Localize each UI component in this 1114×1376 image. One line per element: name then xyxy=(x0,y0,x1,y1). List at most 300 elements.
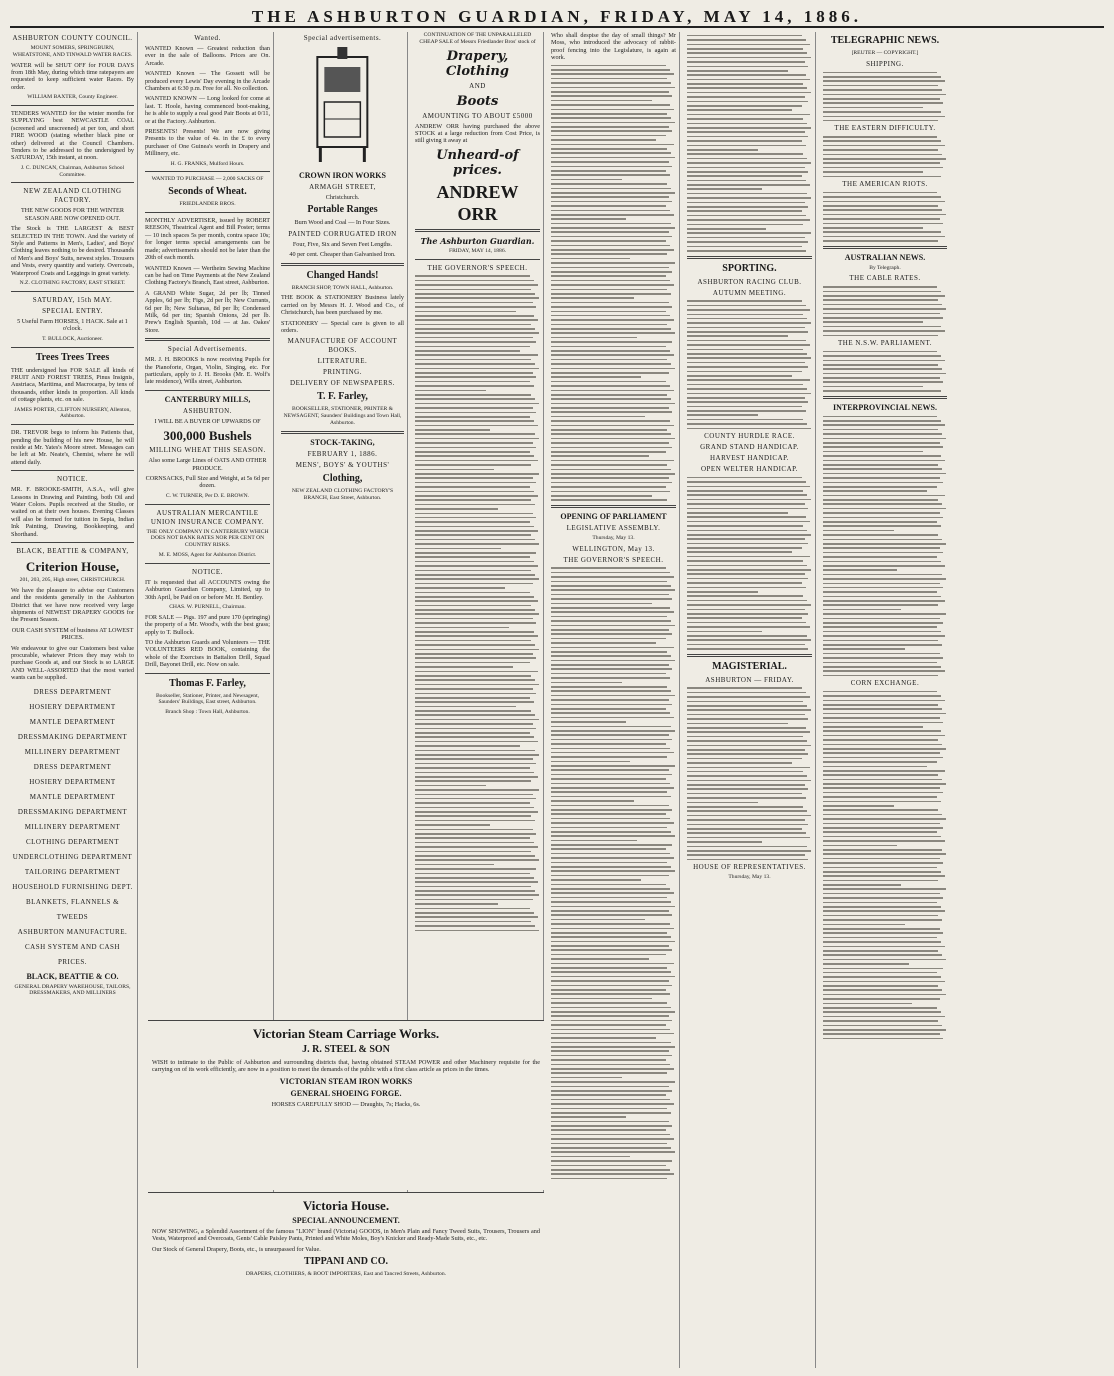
farley-title: Thomas F. Farley, xyxy=(169,677,246,689)
text-line xyxy=(687,327,805,329)
riots-lines xyxy=(823,192,947,242)
text-line xyxy=(415,868,536,870)
grocery-ad: A GRAND White Sugar, 2d per lb; Tinned Apples, 6d per lb; Figs, 2d per lb; New Currants, 6d per lb; New Sultanas, 8d per lb; Condensed Milk, 6d per tin; Spanish Onions, 2d per lb. Prew's English Spanish, 10d — at Jas. Oakes' Store. xyxy=(145,289,270,334)
text-line xyxy=(551,1116,626,1118)
text-line xyxy=(415,706,516,708)
text-line xyxy=(551,844,672,846)
text-line xyxy=(415,829,533,831)
text-line xyxy=(823,495,945,497)
text-line xyxy=(823,994,946,996)
text-line xyxy=(551,1081,675,1083)
text-line xyxy=(823,989,942,991)
text-line xyxy=(415,280,534,282)
text-line xyxy=(687,35,802,37)
text-line xyxy=(551,442,669,444)
text-line xyxy=(551,827,667,829)
text-line xyxy=(551,411,672,413)
text-line xyxy=(823,468,942,470)
printing: PRINTING. xyxy=(323,368,362,377)
text-line xyxy=(551,651,667,653)
text-line xyxy=(823,910,945,912)
text-line xyxy=(551,910,669,912)
text-line xyxy=(415,565,538,567)
text-line xyxy=(823,295,945,297)
text-line xyxy=(687,215,806,217)
text-line xyxy=(823,640,938,642)
text-line xyxy=(687,384,803,386)
presents: PRESENTS! Presents! We are now giving Presents to the value of 4s. in the £ to every purchaser of One Guinea's worth in Drapery and Millinery, etc. xyxy=(145,128,270,158)
text-line xyxy=(823,805,894,807)
text-line xyxy=(687,92,811,94)
literature: LITERATURE. xyxy=(317,357,368,366)
intercolonial-lines xyxy=(823,416,947,677)
clothing-pre: MENS', BOYS' & YOUTHS' xyxy=(295,460,390,469)
text-line xyxy=(415,561,534,563)
text-line xyxy=(551,620,671,622)
text-line xyxy=(687,503,805,505)
orr-body: ANDREW ORR having purchased the above STOCK at a large reduction from Cost Price, is still giving it away at xyxy=(415,122,540,145)
text-line xyxy=(687,123,807,125)
text-line xyxy=(415,728,536,730)
text-line xyxy=(551,686,667,688)
text-line xyxy=(687,48,803,50)
ashburton-manufacture: ASHBURTON MANUFACTURE. xyxy=(17,927,128,936)
iron-sub: Four, Five, Six and Seven Feet Lengths. xyxy=(292,240,393,248)
special-title: Special advertisements. xyxy=(303,34,382,42)
text-line xyxy=(415,723,533,725)
text-line xyxy=(415,596,534,598)
text-line xyxy=(415,315,534,317)
department-item: TAILORING DEPARTMENT xyxy=(24,867,121,876)
changed-sub: BRANCH SHOP, TOWN HALL, Ashburton. xyxy=(291,284,394,291)
text-line xyxy=(687,428,811,430)
nsw-lines xyxy=(823,351,947,392)
text-line xyxy=(823,915,938,917)
text-line xyxy=(687,188,762,190)
changed-title: Changed Hands! xyxy=(306,269,379,281)
text-line xyxy=(687,718,808,720)
text-line xyxy=(415,556,530,558)
welter: OPEN WELTER HANDICAP. xyxy=(700,465,799,474)
text-line xyxy=(551,280,670,282)
text-line xyxy=(551,1108,667,1110)
victoria-house-ad xyxy=(148,1192,544,1368)
text-line xyxy=(551,1007,671,1009)
text-line xyxy=(551,249,674,251)
text-line xyxy=(687,622,806,624)
text-line xyxy=(551,923,670,925)
text-line xyxy=(415,491,534,493)
text-line xyxy=(551,376,641,378)
text-line xyxy=(551,188,671,190)
farley-title-2: T. F. Farley, xyxy=(317,391,368,403)
text-line xyxy=(551,425,674,427)
text-line xyxy=(687,837,810,839)
text-line xyxy=(823,787,940,789)
text-line xyxy=(551,963,674,965)
text-line xyxy=(687,828,802,830)
divider xyxy=(687,256,812,259)
divider xyxy=(415,259,540,260)
text-line xyxy=(823,774,938,776)
text-line xyxy=(687,344,810,346)
text-line xyxy=(687,793,802,795)
text-line xyxy=(415,881,538,883)
text-line xyxy=(551,699,669,701)
divider xyxy=(145,563,270,564)
text-line xyxy=(823,941,941,943)
victorian-ad xyxy=(148,1020,544,1190)
text-line xyxy=(551,306,672,308)
text-line xyxy=(687,114,810,116)
account-books: MANUFACTURE OF ACCOUNT BOOKS. xyxy=(287,337,398,355)
text-line xyxy=(551,901,671,903)
text-line xyxy=(551,223,671,225)
text-line xyxy=(823,928,940,930)
text-line xyxy=(551,809,672,811)
text-line xyxy=(687,423,807,425)
text-line xyxy=(551,148,667,150)
paper-title: The Ashburton Guardian. xyxy=(420,235,535,246)
racing-title: ASHBURTON RACING CLUB. xyxy=(697,277,802,286)
text-line xyxy=(551,491,670,493)
text-line xyxy=(415,794,533,796)
text-line xyxy=(687,105,802,107)
text-line xyxy=(823,976,941,978)
text-line xyxy=(551,734,669,736)
text-line xyxy=(823,906,941,908)
text-line xyxy=(687,832,806,834)
text-line xyxy=(551,433,671,435)
text-line xyxy=(687,481,806,483)
text-line xyxy=(415,328,535,330)
text-line xyxy=(415,429,490,431)
telegraphic-title: TELEGRAPHIC NEWS. xyxy=(830,35,940,46)
shipping: SHIPPING. xyxy=(866,59,904,68)
text-line xyxy=(687,771,803,773)
text-line xyxy=(551,761,630,763)
text-line xyxy=(551,354,674,356)
text-line xyxy=(415,772,534,774)
text-line xyxy=(551,337,637,339)
text-line xyxy=(551,1125,672,1127)
text-line xyxy=(823,381,943,383)
text-line xyxy=(687,406,802,408)
text-line xyxy=(551,603,652,605)
column-1 xyxy=(8,32,138,1368)
farley-branch: Branch Shop : Town Hall, Ashburton. xyxy=(165,709,250,716)
shipping-lines xyxy=(823,72,947,122)
text-line xyxy=(551,857,674,859)
text-line xyxy=(415,890,535,892)
farley-sub-2: BOOKSELLER, STATIONER, PRINTER & NEWSAGENT, Saunders' Buildings and Town Hall, Ashburton. xyxy=(283,406,402,427)
text-line xyxy=(687,714,805,716)
text-line xyxy=(415,521,530,523)
text-line xyxy=(415,311,516,313)
text-line xyxy=(551,748,670,750)
body-text-lines xyxy=(551,65,676,501)
text-line xyxy=(551,730,675,732)
text-line xyxy=(823,893,940,895)
text-line xyxy=(551,805,669,807)
text-line xyxy=(415,644,535,646)
trees-title: Trees Trees Trees xyxy=(35,351,110,363)
text-line xyxy=(551,717,674,719)
text-line xyxy=(687,775,807,777)
footer-sub: GENERAL DRAPERY WAREHOUSE, TAILORS, DRESSMAKERS, AND MILLINERS xyxy=(14,983,131,997)
text-line xyxy=(551,897,667,899)
text-line xyxy=(551,201,672,203)
text-line xyxy=(823,512,940,514)
text-line xyxy=(551,993,670,995)
text-line xyxy=(551,589,675,591)
text-line xyxy=(551,712,670,714)
text-line xyxy=(415,657,536,659)
department-item: DRESS DEPARTMENT xyxy=(33,762,112,771)
text-line xyxy=(551,928,674,930)
text-line xyxy=(415,811,538,813)
text-line xyxy=(687,802,758,804)
text-line xyxy=(551,297,634,299)
text-line xyxy=(687,819,805,821)
text-line xyxy=(823,770,945,772)
seconds-title: Seconds of Wheat. xyxy=(168,186,247,198)
text-line xyxy=(823,321,923,323)
text-line xyxy=(687,171,808,173)
text-line xyxy=(687,745,811,747)
text-line xyxy=(551,420,670,422)
text-line xyxy=(551,315,670,317)
text-line xyxy=(823,140,941,142)
text-line xyxy=(687,136,808,138)
text-line xyxy=(551,682,622,684)
text-line xyxy=(551,958,649,960)
divider xyxy=(11,182,134,183)
text-line xyxy=(415,275,530,277)
text-line xyxy=(823,704,938,706)
text-line xyxy=(823,691,937,693)
mills-title: CANTERBURY MILLS, xyxy=(164,394,251,404)
text-line xyxy=(823,291,941,293)
department-item: DRESS DEPARTMENT xyxy=(33,687,112,696)
divider xyxy=(823,246,947,249)
text-line xyxy=(551,831,671,833)
text-line xyxy=(551,1011,675,1013)
text-line xyxy=(687,241,808,243)
notice2-title: NOTICE. xyxy=(192,567,223,576)
stationery: STATIONERY — Special care is given to all orders. xyxy=(281,319,404,335)
text-line xyxy=(415,758,533,760)
text-line xyxy=(823,631,941,633)
house-date: Thursday, May 13. xyxy=(728,874,771,881)
text-line xyxy=(823,1011,941,1013)
ironworks-title: CROWN IRON WORKS xyxy=(299,171,386,180)
text-line xyxy=(551,567,666,569)
text-line xyxy=(551,1015,669,1017)
text-line xyxy=(551,1094,666,1096)
text-line xyxy=(823,1020,938,1022)
text-line xyxy=(823,543,946,545)
text-line xyxy=(823,390,941,392)
text-line xyxy=(823,503,942,505)
text-line xyxy=(415,679,535,681)
for-sale: FOR SALE — Pigs. 197 and pure 170 (springing) the property of a Mr. Wood's, with the best grass; apply to T. Bullock. xyxy=(145,613,270,636)
divider xyxy=(281,263,404,266)
text-line xyxy=(687,850,811,852)
text-line xyxy=(823,1038,943,1040)
text-line xyxy=(687,158,807,160)
text-line xyxy=(551,743,666,745)
unheard-title: Unheard-of prices. xyxy=(436,147,519,178)
text-line xyxy=(687,600,807,602)
text-line xyxy=(415,631,534,633)
text-line xyxy=(415,903,498,905)
text-line xyxy=(687,149,758,151)
text-line xyxy=(823,1003,912,1005)
text-line xyxy=(823,335,938,337)
text-line xyxy=(823,299,938,301)
column-7 xyxy=(820,32,950,1368)
text-line xyxy=(551,214,674,216)
text-line xyxy=(687,228,766,230)
text-line xyxy=(823,556,937,558)
text-line xyxy=(551,196,669,198)
text-line xyxy=(823,897,943,899)
text-line xyxy=(823,286,937,288)
text-line xyxy=(823,368,942,370)
text-line xyxy=(415,666,513,668)
text-line xyxy=(687,525,803,527)
wanted-2: WANTED Known — The Gossett will be produced every Lewis' Day evening in the Arcade Chambers at 6:30 p.m. Free for all. No collection. xyxy=(145,70,270,93)
text-line xyxy=(551,1046,675,1048)
seconds-pre: WANTED TO PURCHASE — 2,000 SACKS OF xyxy=(151,176,264,183)
text-line xyxy=(687,371,802,373)
trees-sign: JAMES PORTER, CLIFTON NURSERY, Allenton, Ashburton. xyxy=(14,406,131,420)
text-line xyxy=(687,101,808,103)
department-item: DRESSMAKING DEPARTMENT xyxy=(17,807,128,816)
dentist-body: DR. TREVOR begs to inform his Patients that, pending the building of his new House, he will reside at Mr. Yates's Moore street. Messages can be left at Mr. Neate's, Chemist, where he will attend daily. xyxy=(11,429,134,466)
text-line xyxy=(823,670,945,672)
text-line xyxy=(823,486,937,488)
text-line xyxy=(551,477,669,479)
divider xyxy=(823,396,947,399)
text-line xyxy=(551,324,667,326)
text-line xyxy=(823,818,946,820)
council-body: WATER will be SHUT OFF for FOUR DAYS from 18th May, during which time ratepayers are requested to keep sufficient water Races. By order. xyxy=(11,61,134,91)
stock-date: FEBRUARY 1, 1886. xyxy=(307,449,378,458)
text-line xyxy=(687,66,808,68)
notice-title: NOTICE. xyxy=(57,475,88,484)
text-line xyxy=(551,359,667,361)
text-line xyxy=(415,820,535,822)
text-line xyxy=(551,932,667,934)
text-line xyxy=(823,985,938,987)
sale-entry: SPECIAL ENTRY. xyxy=(42,306,103,315)
ironworks-street: ARMAGH STREET, xyxy=(309,183,376,191)
text-line xyxy=(551,1165,666,1167)
text-line xyxy=(687,83,803,85)
text-line xyxy=(823,867,937,869)
text-line xyxy=(823,644,942,646)
text-line xyxy=(551,104,670,106)
body-text-lines-2 xyxy=(551,567,676,1179)
victorian-title: Victorian Steam Carriage Works. xyxy=(252,1026,440,1041)
text-line xyxy=(687,512,788,514)
text-line xyxy=(415,433,535,435)
text-line xyxy=(415,534,531,536)
text-line xyxy=(415,653,533,655)
text-line xyxy=(687,784,805,786)
text-line xyxy=(551,1055,672,1057)
text-line xyxy=(823,76,941,78)
text-line xyxy=(687,131,805,133)
text-line xyxy=(415,513,533,515)
text-line xyxy=(823,946,945,948)
text-line xyxy=(823,158,946,160)
text-line xyxy=(551,482,672,484)
text-line xyxy=(551,989,666,991)
text-line xyxy=(415,780,531,782)
text-line xyxy=(687,644,805,646)
text-line xyxy=(551,82,671,84)
mills-sub: MILLING WHEAT THIS SEASON. xyxy=(149,446,266,455)
text-line xyxy=(687,167,805,169)
bookstore-body: THE BOOK & STATIONERY Business lately carried on by Messrs H. J. Wood and Co., of Christchurch, has been purchased by me. xyxy=(281,294,404,317)
volunteers: TO the Ashburton Guards and Volunteers — THE VOLUNTEERS RED BOOK, containing the whole of the Exercises in Battalion Drill, Squad Drill, Bayonet Drill, etc. Now on sale. xyxy=(145,639,270,669)
text-line xyxy=(415,464,531,466)
text-line xyxy=(687,305,806,307)
text-line xyxy=(415,877,534,879)
text-line xyxy=(823,622,943,624)
text-line xyxy=(415,412,536,414)
text-line xyxy=(551,1077,622,1079)
text-line xyxy=(687,219,810,221)
nsw-parliament: THE N.S.W. PARLIAMENT. xyxy=(838,338,932,347)
text-line xyxy=(551,122,675,124)
divider xyxy=(281,431,404,434)
text-line xyxy=(551,879,641,881)
text-line xyxy=(687,494,807,496)
text-line xyxy=(823,508,946,510)
text-line xyxy=(415,394,531,396)
text-line xyxy=(551,835,675,837)
text-line xyxy=(823,902,937,904)
tender-sign: J. C. DUNCAN, Chairman, Ashburton School Committee. xyxy=(20,164,125,178)
text-line xyxy=(551,1072,667,1074)
text-line xyxy=(551,980,669,982)
text-line xyxy=(823,176,941,178)
text-line xyxy=(823,552,943,554)
text-line xyxy=(415,684,539,686)
text-line xyxy=(823,446,943,448)
criterion-title: Criterion House, xyxy=(25,559,120,575)
text-line xyxy=(687,543,808,545)
text-line xyxy=(687,87,807,89)
text-line xyxy=(551,451,666,453)
text-line xyxy=(687,206,808,208)
text-line xyxy=(823,1016,945,1018)
text-line xyxy=(551,1099,670,1101)
text-line xyxy=(687,736,803,738)
department-item: DRESSMAKING DEPARTMENT xyxy=(17,732,128,741)
victoria-body: NOW SHOWING, a Splendid Assortment of the famous "LION" brand (Victoria) GOODS, in Men's Plain and Fancy Tweed Suits, Trousers, Trousers and Vests, Waterproof and Overcoats, Gents' Cable Paisley Pants, Printed and White Moles, Boy's Knicker and Ready-Made Suits, etc., etc. xyxy=(152,1228,540,1243)
text-line xyxy=(687,153,803,155)
text-line xyxy=(415,526,534,528)
text-line xyxy=(415,710,531,712)
column-5 xyxy=(548,32,680,1368)
body-text-lines xyxy=(687,35,812,252)
text-line xyxy=(551,1090,672,1092)
